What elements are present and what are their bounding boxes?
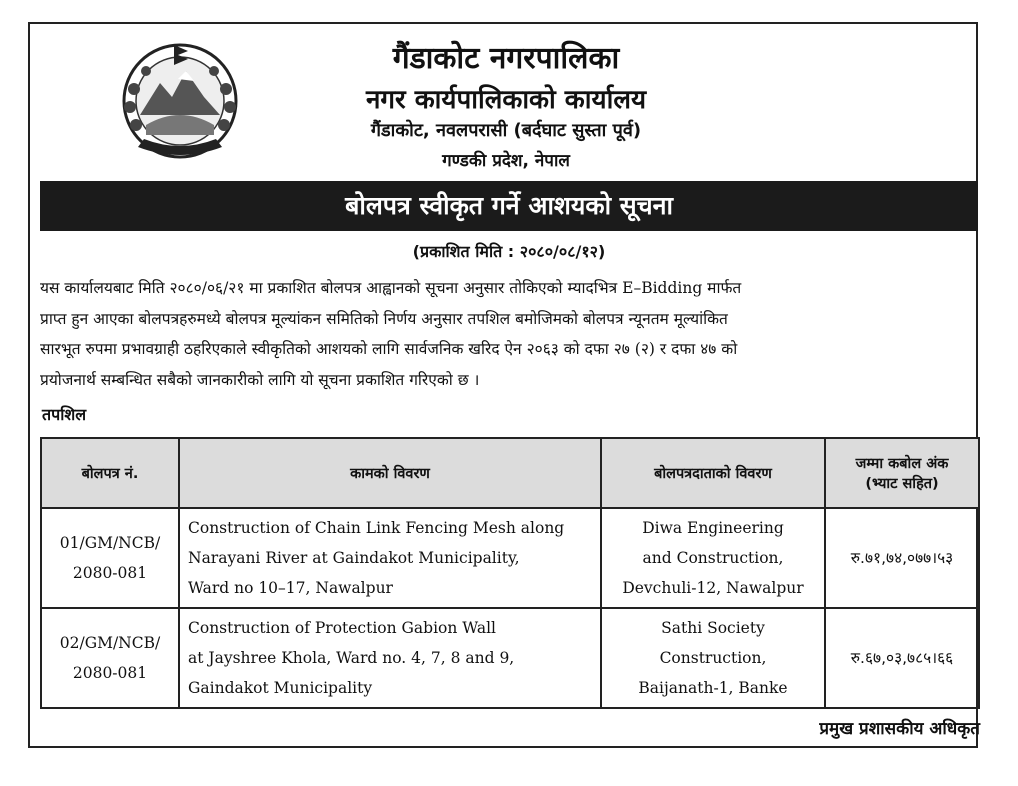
bid-number-cell <box>41 608 179 708</box>
table-header-row <box>41 438 979 508</box>
bid-number-line2: 2080-081 <box>72 564 148 582</box>
tender-table <box>40 437 980 709</box>
bidder-line2: Construction, <box>659 649 767 667</box>
body-line-4: प्रयोजनार्थ सम्बन्धित सबैको जानकारीको लागि यो सूचना प्रकाशित गरिएको छ । <box>40 370 480 389</box>
bid-number-line2: 2080-081 <box>72 664 148 682</box>
notice-title: बोलपत्र स्वीकृत गर्ने आशयको सूचना <box>40 181 978 231</box>
bidder-cell <box>601 608 825 708</box>
office-address: गैंडाकोट, नवलपरासी (बर्दघाट सुस्ता पूर्व) <box>370 120 642 141</box>
province-country: गण्डकी प्रदेश, नेपाल <box>442 151 570 171</box>
publication-date: (प्रकाशित मिति : २०८०/०८/१२) <box>412 242 606 261</box>
bidder-line1: Sathi Society <box>661 619 765 637</box>
header-bid-no: बोलपत्र नं. <box>41 438 179 508</box>
work-line1: Construction of Protection Gabion Wall <box>188 619 497 637</box>
table-row <box>41 608 979 708</box>
header-amount-line2: (भ्याट सहित) <box>865 476 939 492</box>
work-line3: Gaindakot Municipality <box>188 679 373 697</box>
nepal-government-emblem-icon <box>116 35 244 163</box>
work-line3: Ward no 10–17, Nawalpur <box>188 579 393 597</box>
body-line-3: सारभूत रुपमा प्रभावग्राही ठहरिएकाले स्वीकृतिको आशयको लागि सार्वजनिक खरिद ऐन २०६३ को दफा २७ (२) र दफा ४७ को <box>40 340 738 358</box>
amount-cell: रु.७१,७४,०७७।५३ <box>825 508 979 608</box>
municipality-name: गैंडाकोट नगरपालिका <box>392 41 620 76</box>
work-description-cell <box>179 508 601 608</box>
table-row <box>41 508 979 608</box>
work-description-cell <box>179 608 601 708</box>
bid-number-line1: 02/GM/NCB/ <box>59 634 161 652</box>
notice-body <box>40 273 976 395</box>
office-name: नगर कार्यपालिकाको कार्यालय <box>365 85 647 115</box>
header-work: कामको विवरण <box>179 438 601 508</box>
work-line2: Narayani River at Gaindakot Municipality, <box>188 549 520 567</box>
signature-title: प्रमुख प्रशासकीय अधिकृत <box>819 719 980 739</box>
work-line2: at Jayshree Khola, Ward no. 4, 7, 8 and 9, <box>188 649 515 667</box>
body-line-2: प्राप्त हुन आएका बोलपत्रहरुमध्ये बोलपत्र मूल्यांकन समितिको निर्णय अनुसार तपशिल बमोजिमको बोलपत्र न्यूनतम मूल्यांकित <box>40 309 728 328</box>
work-line1: Construction of Chain Link Fencing Mesh along <box>188 519 565 537</box>
bid-number-cell <box>41 508 179 608</box>
details-label: तपशिल <box>42 405 87 424</box>
bidder-line3: Baijanath-1, Banke <box>638 679 788 697</box>
bidder-line2: and Construction, <box>642 549 784 567</box>
bidder-line3: Devchuli-12, Nawalpur <box>622 579 804 597</box>
header-amount-line1: जम्मा कबोल अंक <box>855 456 949 472</box>
body-line-1: यस कार्यालयबाट मिति २०८०/०६/२१ मा प्रकाशित बोलपत्र आह्वानको सूचना अनुसार तोकिएको म्यादभित्र E–Bidding मार्फत <box>40 279 742 297</box>
amount-cell: रु.६७,०३,७८५।६६ <box>825 608 979 708</box>
bid-number-line1: 01/GM/NCB/ <box>59 534 161 552</box>
header-amount <box>825 438 979 508</box>
bidder-cell <box>601 508 825 608</box>
bidder-line1: Diwa Engineering <box>642 519 784 537</box>
header-bidder: बोलपत्रदाताको विवरण <box>601 438 825 508</box>
